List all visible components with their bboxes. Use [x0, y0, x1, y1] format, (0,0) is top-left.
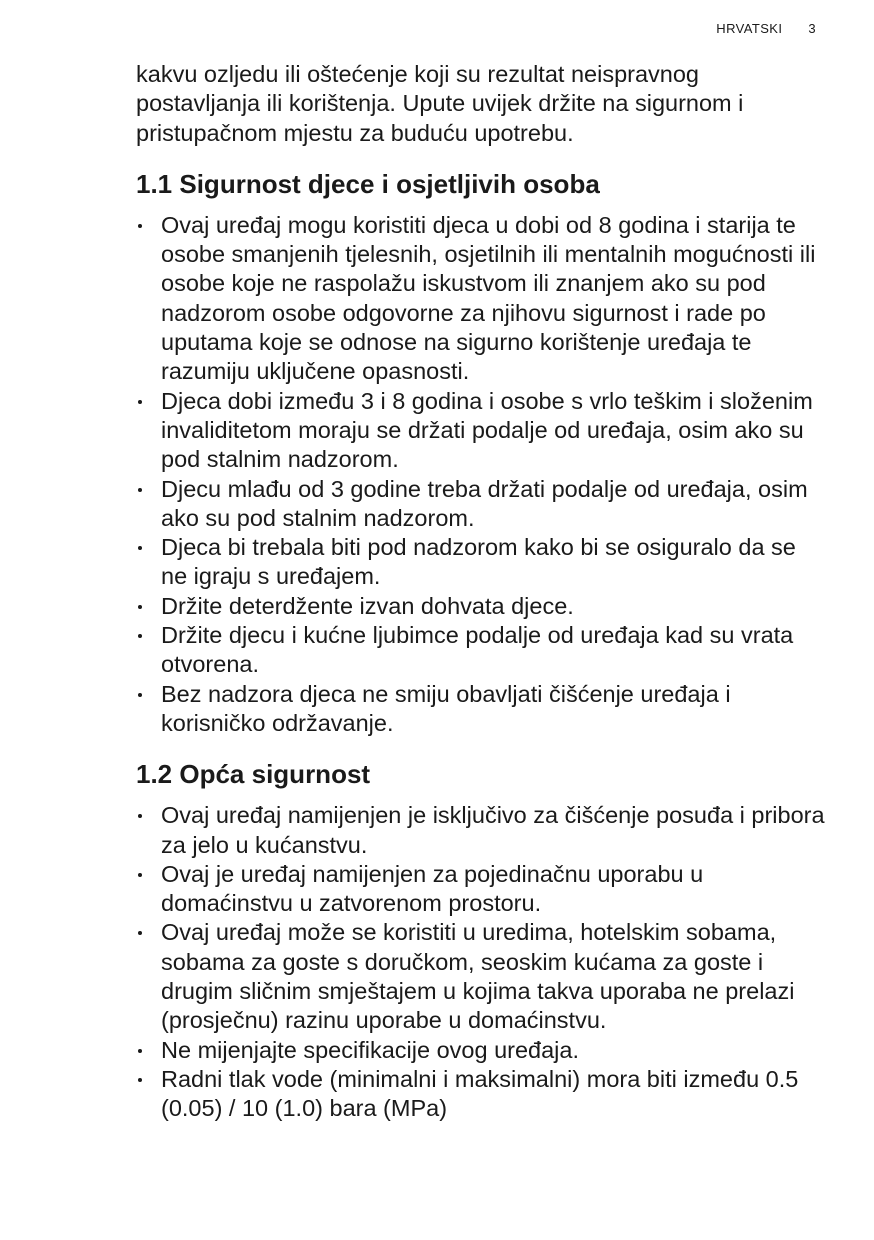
bullet-icon	[138, 693, 142, 697]
bullet-icon	[138, 546, 142, 550]
list-item-text: Ovaj je uređaj namijenjen za pojedinačnu uporabu u domaćinstvu u zatvorenom prostoru.	[161, 860, 704, 917]
list-item	[136, 533, 826, 592]
header-language: HRVATSKI	[716, 21, 783, 36]
list-item-text: Bez nadzora djeca ne smiju obavljati čišćenje uređaja i korisničko održavanje.	[161, 680, 731, 736]
section-title-general-safety: 1.2 Opća sigurnost	[136, 759, 371, 790]
bullet-icon	[138, 400, 142, 404]
list-item-text: Ne mijenjajte specifikacije ovog uređaja.	[161, 1036, 579, 1063]
list-item-text: Držite djecu i kućne ljubimce podalje od uređaja kad su vrata otvorena.	[161, 622, 794, 678]
list-item-text: Ovaj uređaj mogu koristiti djeca u dobi od 8 godina i starija te osobe smanjenih tjelesnih, osjetilnih ili mentalnih mogućnosti ili osobe koje ne raspolažu iskustvom ili znanjem ako su pod nadzorom osobe odgovorne za njihovu sigurnost i rade po uputama koje se odnose na sigurno korištenje uređaja te razumiju uključene opasnosti.	[161, 211, 816, 385]
document-body	[136, 60, 826, 1124]
child-safety-list	[136, 211, 826, 738]
list-item	[136, 387, 826, 475]
bullet-icon	[138, 634, 142, 638]
intro-paragraph: kakvu ozljedu ili oštećenje koji su rezultat neispravnog postavljanja ili korištenja. Upute uvijek držite na sigurnom i pristupačnom mjestu za buduću upotrebu.	[136, 61, 744, 146]
list-item	[136, 1065, 826, 1124]
section-title-child-safety: 1.1 Sigurnost djece i osjetljivih osoba	[136, 168, 600, 199]
list-item	[136, 592, 826, 621]
list-item-text: Ovaj uređaj može se koristiti u uredima, hotelskim sobama, sobama za goste s doručkom, seoskim kućama za goste i drugim sličnim smještajem u kojima takva uporaba ne prelazi (prosječnu) razinu uporabe u domaćinstvu.	[161, 919, 795, 1034]
bullet-icon	[138, 873, 142, 877]
list-item	[136, 918, 826, 1035]
list-item	[136, 1036, 826, 1065]
list-item	[136, 680, 826, 739]
list-item	[136, 621, 826, 680]
page-number: 3	[808, 21, 816, 36]
bullet-icon	[138, 224, 142, 228]
list-item	[136, 211, 826, 387]
bullet-icon	[138, 605, 142, 609]
general-safety-list	[136, 801, 826, 1123]
list-item	[136, 860, 826, 919]
bullet-icon	[138, 1078, 142, 1082]
list-item-text: Ovaj uređaj namijenjen je isključivo za čišćenje posuđa i pribora za jelo u kućanstvu.	[161, 802, 825, 858]
list-item-text: Djeca dobi između 3 i 8 godina i osobe s vrlo teškim i složenim invaliditetom moraju se držati podalje od uređaja, osim ako su pod stalnim nadzorom.	[161, 387, 813, 473]
list-item-text: Držite deterdžente izvan dohvata djece.	[161, 592, 574, 619]
bullet-icon	[138, 931, 142, 935]
list-item	[136, 801, 826, 860]
list-item	[136, 475, 826, 534]
list-item-text: Radni tlak vode (minimalni i maksimalni) mora biti između 0.5 (0.05) / 10 (1.0) bara (MPa)	[161, 1065, 799, 1122]
bullet-icon	[138, 488, 142, 492]
bullet-icon	[138, 1049, 142, 1053]
list-item-text: Djecu mlađu od 3 godine treba držati podalje od uređaja, osim ako su pod stalnim nadzorom.	[161, 475, 808, 531]
bullet-icon	[138, 814, 142, 818]
page-header	[716, 21, 816, 36]
list-item-text: Djeca bi trebala biti pod nadzorom kako bi se osiguralo da se ne igraju s uređajem.	[161, 534, 796, 590]
